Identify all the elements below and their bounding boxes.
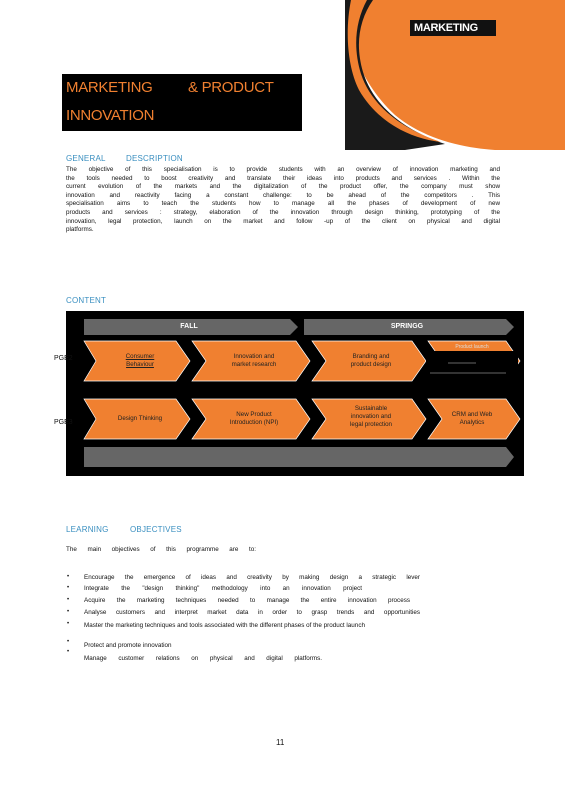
- list-item: Analyse customers and interpret market data in order to grasp trends and opportunities: [84, 609, 420, 616]
- title-line1-left: MARKETING: [66, 79, 153, 96]
- list-item: Acquire the marketing techniques needed to manage the entire innovation process: [84, 597, 410, 604]
- bullet-icon: •: [67, 597, 70, 603]
- desc-line: platforms.: [66, 226, 94, 234]
- bullet-icon: •: [67, 574, 70, 580]
- desc-line: products and services : strategy, elaboration of the innovation through design thinking, prototyping of the: [66, 208, 500, 216]
- learning-intro: The main objectives of this programme are to:: [66, 546, 256, 553]
- page-title: [62, 74, 302, 131]
- row-label-pge3: PGE3: [54, 419, 73, 426]
- page-number: 11: [276, 738, 285, 747]
- desc-line: innovation, legal protection, launch on the market and follow -up of the client on physical and digital: [66, 217, 500, 225]
- desc-line: current evolution of the markets and the digitalization of the product offer, the company must show: [66, 183, 500, 191]
- bullet-icon: •: [67, 639, 70, 645]
- programme-timeline: [66, 311, 524, 476]
- list-item: Master the marketing techniques and tools associated with the different phases of the product launch: [84, 622, 365, 629]
- list-item: Protect and promote innovation: [84, 642, 172, 649]
- step-innovation-research: Innovation and market research: [231, 353, 277, 368]
- general-heading-left: GENERAL: [66, 154, 106, 163]
- desc-line: innovation and reactivity facing a constant challenge: to be ahead of the competitors . This: [66, 191, 500, 199]
- bullet-icon: •: [67, 649, 70, 655]
- bullet-icon: •: [67, 621, 70, 627]
- step-product-launch: Product launch: [455, 344, 489, 350]
- general-description: [66, 166, 500, 235]
- list-item: Integrate the "design thinking" methodology into an innovation project: [84, 585, 362, 592]
- title-line1-right: & PRODUCT: [188, 79, 274, 96]
- step-npi: New Product Introduction (NPI): [229, 411, 279, 426]
- fall-label: FALL: [180, 323, 198, 330]
- bullet-icon: •: [67, 609, 70, 615]
- title-line2: INNOVATION: [66, 107, 155, 124]
- list-item: Manage customer relations on physical and digital platforms.: [84, 655, 322, 662]
- learning-heading-right: OBJECTIVES: [130, 525, 182, 534]
- step-consumer-behaviour: Consumer Behaviour: [125, 353, 155, 368]
- desc-line: The objective of this specialisation is to provide students with an overview of innovation marketing and: [66, 166, 500, 173]
- learning-heading-left: LEARNING: [66, 525, 109, 534]
- step-crm-analytics: CRM and Web Analytics: [451, 411, 493, 426]
- spring-label: SPRINGG: [390, 323, 424, 330]
- bullet-icon: •: [67, 585, 70, 591]
- list-item: Encourage the emergence of ideas and creativity by making design a strategic lever: [84, 574, 420, 581]
- desc-line: specialisation aims to teach the students how to manage all the phases of development of new: [66, 200, 500, 208]
- row-label-pge2: PGE2: [54, 355, 73, 362]
- step-design-thinking: Design Thinking: [117, 415, 163, 422]
- desc-line: the tools needed to boost creativity and translate their ideas into products and services . Within the: [66, 174, 500, 182]
- content-heading: CONTENT: [66, 296, 107, 305]
- timeline-arrows: [66, 311, 524, 476]
- general-heading-right: DESCRIPTION: [126, 154, 183, 163]
- step-sustainable-innovation: Sustainable innovation and legal protection: [350, 405, 392, 428]
- corner-section-label: MARKETING: [410, 20, 496, 36]
- step-branding-design: Branding and product design: [350, 353, 392, 368]
